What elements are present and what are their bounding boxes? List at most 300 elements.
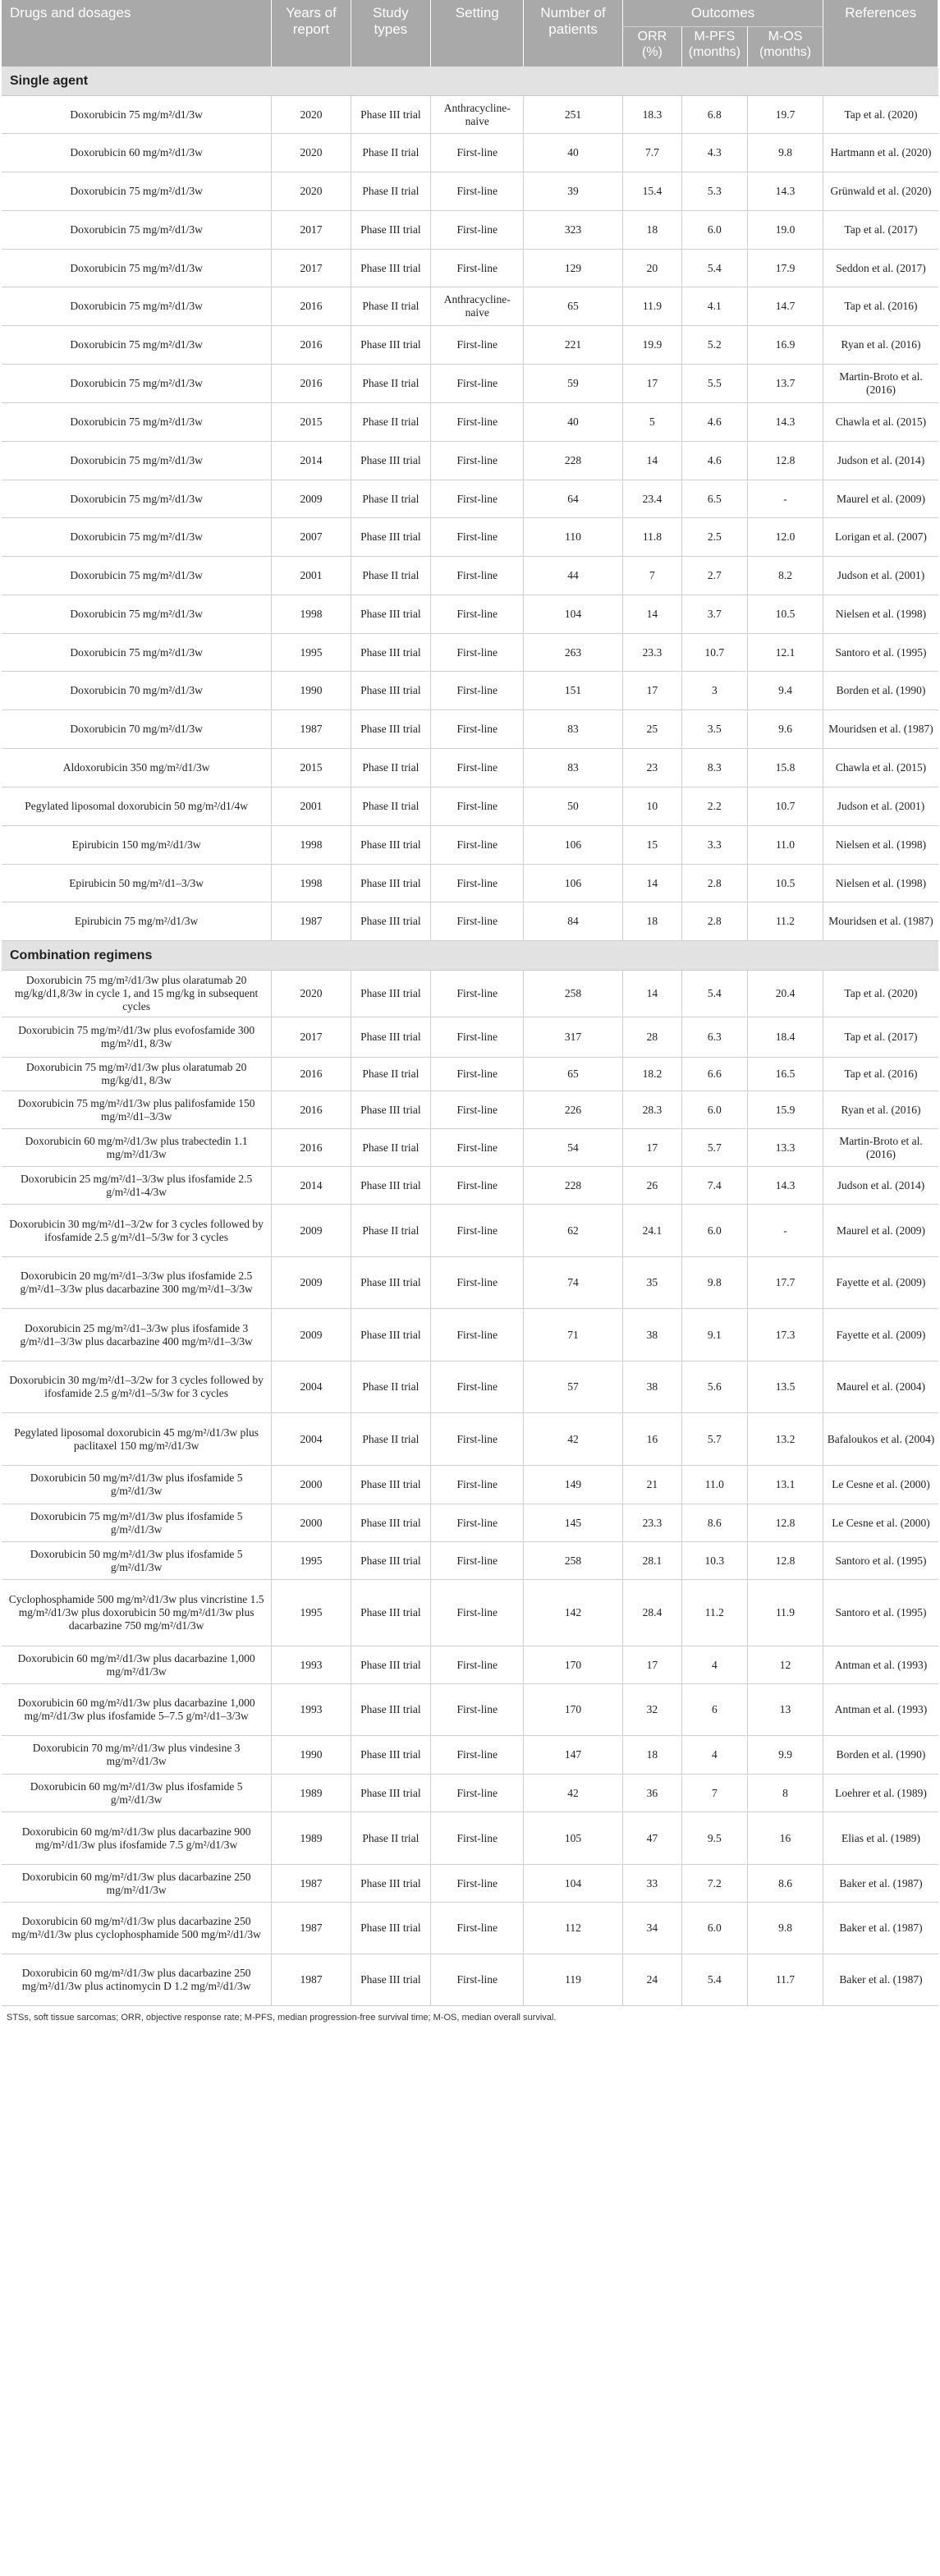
table-row	[2, 1580, 938, 1646]
patients-cell: 50	[524, 787, 622, 826]
study-type-cell: Phase II trial	[351, 1205, 430, 1257]
reference-cell: Grünwald et al. (2020)	[823, 172, 938, 211]
mos-cell: 13.3	[747, 1129, 823, 1167]
orr-cell: 5	[622, 403, 682, 442]
reference-cell: Martin-Broto et al. (2016)	[823, 365, 938, 403]
mos-cell: 17.3	[747, 1309, 823, 1361]
setting-cell: First-line	[431, 557, 524, 595]
mpfs-cell: 10.3	[682, 1542, 747, 1580]
mpfs-cell: 6.6	[682, 1058, 747, 1091]
reference-cell: Antman et al. (1993)	[823, 1684, 938, 1736]
study-type-cell: Phase III trial	[351, 250, 430, 287]
orr-cell: 7	[622, 557, 682, 595]
orr-cell: 33	[622, 1865, 682, 1903]
patients-cell: 57	[524, 1361, 622, 1413]
mos-cell: 9.8	[747, 1903, 823, 1954]
table-row	[2, 971, 938, 1017]
drugs-dosage-cell: Doxorubicin 60 mg/m²/d1/3w plus trabectedin 1.1 mg/m²/d1/3w	[2, 1129, 272, 1167]
study-type-cell: Phase III trial	[351, 826, 430, 865]
section-title: Combination regimens	[2, 941, 938, 971]
setting-cell: First-line	[431, 211, 524, 250]
table-row	[2, 172, 938, 211]
patients-cell: 104	[524, 595, 622, 634]
orr-cell: 28.1	[622, 1542, 682, 1580]
patients-cell: 129	[524, 250, 622, 287]
mos-cell: 16.9	[747, 326, 823, 365]
mpfs-cell: 4.1	[682, 287, 747, 326]
reference-cell: Santoro et al. (1995)	[823, 1580, 938, 1646]
mpfs-cell: 2.2	[682, 787, 747, 826]
mos-cell: 9.6	[747, 710, 823, 749]
year-cell: 2020	[272, 96, 351, 134]
orr-cell: 23.3	[622, 1504, 682, 1542]
drugs-dosage-cell: Doxorubicin 70 mg/m²/d1/3w plus vindesine 3 mg/m²/d1/3w	[2, 1736, 272, 1775]
mpfs-cell: 6.0	[682, 1091, 747, 1129]
mpfs-cell: 7	[682, 1775, 747, 1812]
drugs-dosage-cell: Doxorubicin 75 mg/m²/d1/3w	[2, 480, 272, 518]
reference-cell: Tap et al. (2020)	[823, 971, 938, 1017]
drugs-dosage-cell: Doxorubicin 75 mg/m²/d1/3w	[2, 172, 272, 211]
patients-cell: 317	[524, 1017, 622, 1058]
mos-cell: 16	[747, 1812, 823, 1865]
drugs-dosage-cell: Epirubicin 150 mg/m²/d1/3w	[2, 826, 272, 865]
mpfs-cell: 5.6	[682, 1361, 747, 1413]
orr-cell: 18.3	[622, 96, 682, 134]
patients-cell: 110	[524, 518, 622, 557]
orr-cell: 28.3	[622, 1091, 682, 1129]
orr-cell: 20	[622, 250, 682, 287]
patients-cell: 64	[524, 480, 622, 518]
table-row	[2, 710, 938, 749]
orr-cell: 24.1	[622, 1205, 682, 1257]
mpfs-cell: 3.5	[682, 710, 747, 749]
patients-cell: 42	[524, 1413, 622, 1466]
mpfs-cell: 4.6	[682, 442, 747, 480]
year-cell: 2015	[272, 403, 351, 442]
reference-cell: Tap et al. (2016)	[823, 1058, 938, 1091]
study-type-cell: Phase III trial	[351, 1542, 430, 1580]
mos-cell: 12.0	[747, 518, 823, 557]
mos-cell: 9.9	[747, 1736, 823, 1775]
orr-cell: 11.8	[622, 518, 682, 557]
reference-cell: Fayette et al. (2009)	[823, 1309, 938, 1361]
mos-cell: 8	[747, 1775, 823, 1812]
study-type-cell: Phase II trial	[351, 1413, 430, 1466]
table-row	[2, 326, 938, 365]
table-row	[2, 211, 938, 250]
table-row	[2, 1091, 938, 1129]
table-footnote: STSs, soft tissue sarcomas; ORR, objective response rate; M-PFS, median progression-free survival time; M-OS, median overall survival.	[7, 2013, 557, 2023]
setting-cell: First-line	[431, 1684, 524, 1736]
mpfs-cell: 4.6	[682, 403, 747, 442]
setting-cell: First-line	[431, 442, 524, 480]
table-row	[2, 1684, 938, 1736]
table-header	[2, 0, 938, 67]
mos-cell: 9.8	[747, 134, 823, 172]
setting-cell: First-line	[431, 710, 524, 749]
drugs-dosage-cell: Doxorubicin 70 mg/m²/d1/3w	[2, 672, 272, 710]
study-type-cell: Phase III trial	[351, 1903, 430, 1954]
table-row	[2, 749, 938, 787]
study-type-cell: Phase III trial	[351, 96, 430, 134]
header-years: Years of report	[272, 0, 351, 67]
setting-cell: First-line	[431, 1466, 524, 1504]
reference-cell: Loehrer et al. (1989)	[823, 1775, 938, 1812]
table-body	[2, 67, 938, 2006]
drugs-dosage-cell: Doxorubicin 75 mg/m²/d1/3w	[2, 403, 272, 442]
patients-cell: 151	[524, 672, 622, 710]
orr-cell: 17	[622, 1129, 682, 1167]
patients-cell: 221	[524, 326, 622, 365]
section-title: Single agent	[2, 67, 938, 96]
year-cell: 2009	[272, 1257, 351, 1309]
study-type-cell: Phase II trial	[351, 787, 430, 826]
study-type-cell: Phase III trial	[351, 1684, 430, 1736]
mpfs-cell: 5.4	[682, 250, 747, 287]
patients-cell: 228	[524, 1167, 622, 1205]
reference-cell: Baker et al. (1987)	[823, 1903, 938, 1954]
study-type-cell: Phase II trial	[351, 1058, 430, 1091]
setting-cell: First-line	[431, 1954, 524, 2006]
setting-cell: First-line	[431, 865, 524, 902]
mpfs-cell: 5.3	[682, 172, 747, 211]
mpfs-cell: 7.2	[682, 1865, 747, 1903]
mpfs-cell: 10.7	[682, 634, 747, 672]
reference-cell: Maurel et al. (2009)	[823, 480, 938, 518]
table-row	[2, 826, 938, 865]
mpfs-cell: 2.8	[682, 902, 747, 941]
drugs-dosage-cell: Epirubicin 75 mg/m²/d1/3w	[2, 902, 272, 941]
mpfs-cell: 9.1	[682, 1309, 747, 1361]
mos-cell: 13.1	[747, 1466, 823, 1504]
table-row	[2, 480, 938, 518]
setting-cell: First-line	[431, 326, 524, 365]
orr-cell: 18.2	[622, 1058, 682, 1091]
drugs-dosage-cell: Doxorubicin 75 mg/m²/d1/3w	[2, 518, 272, 557]
drugs-dosage-cell: Cyclophosphamide 500 mg/m²/d1/3w plus vincristine 1.5 mg/m²/d1/3w plus doxorubicin 50 mg/m²/d1/3w plus dacarbazine 750 mg/m²/d1/3w	[2, 1580, 272, 1646]
mpfs-cell: 3.3	[682, 826, 747, 865]
patients-cell: 112	[524, 1903, 622, 1954]
table-row	[2, 1205, 938, 1257]
setting-cell: First-line	[431, 403, 524, 442]
patients-cell: 59	[524, 365, 622, 403]
year-cell: 2017	[272, 211, 351, 250]
patients-cell: 119	[524, 1954, 622, 2006]
patients-cell: 147	[524, 1736, 622, 1775]
header-references: References	[823, 0, 938, 67]
study-type-cell: Phase III trial	[351, 634, 430, 672]
mpfs-cell: 6.8	[682, 96, 747, 134]
reference-cell: Lorigan et al. (2007)	[823, 518, 938, 557]
year-cell: 1993	[272, 1646, 351, 1684]
table-row	[2, 634, 938, 672]
year-cell: 1993	[272, 1684, 351, 1736]
patients-cell: 39	[524, 172, 622, 211]
setting-cell: First-line	[431, 1257, 524, 1309]
year-cell: 1995	[272, 1580, 351, 1646]
year-cell: 2009	[272, 1309, 351, 1361]
mpfs-cell: 8.6	[682, 1504, 747, 1542]
reference-cell: Tap et al. (2017)	[823, 1017, 938, 1058]
reference-cell: Chawla et al. (2015)	[823, 403, 938, 442]
orr-cell: 10	[622, 787, 682, 826]
orr-cell: 18	[622, 902, 682, 941]
setting-cell: First-line	[431, 480, 524, 518]
table-row	[2, 365, 938, 403]
header-study-types: Study types	[351, 0, 430, 67]
table-row	[2, 1466, 938, 1504]
drugs-dosage-cell: Doxorubicin 75 mg/m²/d1/3w	[2, 442, 272, 480]
study-type-cell: Phase III trial	[351, 1309, 430, 1361]
study-type-cell: Phase III trial	[351, 211, 430, 250]
year-cell: 2001	[272, 787, 351, 826]
table-row	[2, 518, 938, 557]
mpfs-cell: 3.7	[682, 595, 747, 634]
orr-cell: 38	[622, 1309, 682, 1361]
mpfs-cell: 5.7	[682, 1129, 747, 1167]
mpfs-cell: 2.7	[682, 557, 747, 595]
reference-cell: Fayette et al. (2009)	[823, 1257, 938, 1309]
table-row	[2, 787, 938, 826]
section-header	[2, 941, 938, 971]
mos-cell: 13.7	[747, 365, 823, 403]
drugs-dosage-cell: Doxorubicin 75 mg/m²/d1/3w	[2, 211, 272, 250]
study-type-cell: Phase II trial	[351, 134, 430, 172]
setting-cell: First-line	[431, 1129, 524, 1167]
reference-cell: Ryan et al. (2016)	[823, 326, 938, 365]
study-type-cell: Phase III trial	[351, 1736, 430, 1775]
setting-cell: First-line	[431, 1017, 524, 1058]
reference-cell: Borden et al. (1990)	[823, 1736, 938, 1775]
table-row	[2, 1646, 938, 1684]
year-cell: 2009	[272, 480, 351, 518]
patients-cell: 71	[524, 1309, 622, 1361]
orr-cell: 14	[622, 865, 682, 902]
study-type-cell: Phase III trial	[351, 1954, 430, 2006]
patients-cell: 106	[524, 865, 622, 902]
drugs-dosage-cell: Pegylated liposomal doxorubicin 50 mg/m²/d1/4w	[2, 787, 272, 826]
setting-cell: First-line	[431, 1413, 524, 1466]
orr-cell: 14	[622, 971, 682, 1017]
mos-cell: 20.4	[747, 971, 823, 1017]
mpfs-cell: 6.0	[682, 1903, 747, 1954]
mpfs-cell: 6.5	[682, 480, 747, 518]
drugs-dosage-cell: Doxorubicin 60 mg/m²/d1/3w	[2, 134, 272, 172]
table-row	[2, 1413, 938, 1466]
year-cell: 1987	[272, 902, 351, 941]
reference-cell: Nielsen et al. (1998)	[823, 826, 938, 865]
orr-cell: 24	[622, 1954, 682, 2006]
mpfs-cell: 3	[682, 672, 747, 710]
year-cell: 2020	[272, 172, 351, 211]
patients-cell: 145	[524, 1504, 622, 1542]
mos-cell: 12.1	[747, 634, 823, 672]
drugs-dosage-cell: Doxorubicin 75 mg/m²/d1/3w plus olaratumab 20 mg/kg/d1, 8/3w	[2, 1058, 272, 1091]
setting-cell: First-line	[431, 787, 524, 826]
patients-cell: 62	[524, 1205, 622, 1257]
study-type-cell: Phase III trial	[351, 1466, 430, 1504]
mos-cell: 19.0	[747, 211, 823, 250]
setting-cell: First-line	[431, 1646, 524, 1684]
header-mos: M-OS (months)	[747, 27, 823, 67]
reference-cell: Judson et al. (2014)	[823, 442, 938, 480]
patients-cell: 170	[524, 1684, 622, 1736]
mos-cell: 11.2	[747, 902, 823, 941]
setting-cell: First-line	[431, 1542, 524, 1580]
mos-cell: 17.7	[747, 1257, 823, 1309]
patients-cell: 40	[524, 134, 622, 172]
mos-cell: 13.2	[747, 1413, 823, 1466]
setting-cell: First-line	[431, 1865, 524, 1903]
year-cell: 2009	[272, 1205, 351, 1257]
reference-cell: Nielsen et al. (1998)	[823, 865, 938, 902]
patients-cell: 228	[524, 442, 622, 480]
orr-cell: 47	[622, 1812, 682, 1865]
study-type-cell: Phase II trial	[351, 749, 430, 787]
table-row	[2, 1504, 938, 1542]
table-row	[2, 865, 938, 902]
reference-cell: Ryan et al. (2016)	[823, 1091, 938, 1129]
mos-cell: 14.3	[747, 403, 823, 442]
setting-cell: First-line	[431, 902, 524, 941]
study-type-cell: Phase II trial	[351, 557, 430, 595]
orr-cell: 23.4	[622, 480, 682, 518]
mos-cell: 13	[747, 1684, 823, 1736]
setting-cell: First-line	[431, 1504, 524, 1542]
study-type-cell: Phase III trial	[351, 1504, 430, 1542]
drugs-dosage-cell: Doxorubicin 75 mg/m²/d1/3w plus olaratumab 20 mg/kg/d1,8/3w in cycle 1, and 15 mg/kg in subsequent cycles	[2, 971, 272, 1017]
drugs-dosage-cell: Doxorubicin 75 mg/m²/d1/3w	[2, 634, 272, 672]
drugs-dosage-cell: Doxorubicin 75 mg/m²/d1/3w	[2, 96, 272, 134]
year-cell: 2001	[272, 557, 351, 595]
mpfs-cell: 6.0	[682, 211, 747, 250]
setting-cell: First-line	[431, 1736, 524, 1775]
reference-cell: Judson et al. (2001)	[823, 557, 938, 595]
study-type-cell: Phase III trial	[351, 1646, 430, 1684]
study-type-cell: Phase III trial	[351, 595, 430, 634]
mpfs-cell: 9.8	[682, 1257, 747, 1309]
year-cell: 1989	[272, 1812, 351, 1865]
orr-cell: 14	[622, 442, 682, 480]
study-type-cell: Phase II trial	[351, 480, 430, 518]
orr-cell: 19.9	[622, 326, 682, 365]
mos-cell: 18.4	[747, 1017, 823, 1058]
orr-cell: 23	[622, 749, 682, 787]
year-cell: 2020	[272, 134, 351, 172]
reference-cell: Nielsen et al. (1998)	[823, 595, 938, 634]
year-cell: 1990	[272, 672, 351, 710]
reference-cell: Borden et al. (1990)	[823, 672, 938, 710]
mpfs-cell: 11.0	[682, 1466, 747, 1504]
setting-cell: First-line	[431, 1775, 524, 1812]
section-header	[2, 67, 938, 96]
study-type-cell: Phase III trial	[351, 1257, 430, 1309]
drugs-dosage-cell: Doxorubicin 60 mg/m²/d1/3w plus dacarbazine 250 mg/m²/d1/3w	[2, 1865, 272, 1903]
mpfs-cell: 11.2	[682, 1580, 747, 1646]
setting-cell: First-line	[431, 1167, 524, 1205]
mpfs-cell: 2.8	[682, 865, 747, 902]
setting-cell: First-line	[431, 595, 524, 634]
drug-outcomes-table	[2, 0, 938, 2006]
mos-cell: 14.3	[747, 172, 823, 211]
reference-cell: Hartmann et al. (2020)	[823, 134, 938, 172]
patients-cell: 170	[524, 1646, 622, 1684]
table-row	[2, 1017, 938, 1058]
drugs-dosage-cell: Doxorubicin 60 mg/m²/d1/3w plus dacarbazine 900 mg/m²/d1/3w plus ifosfamide 7.5 g/m²/d1/3w	[2, 1812, 272, 1865]
patients-cell: 54	[524, 1129, 622, 1167]
year-cell: 1998	[272, 826, 351, 865]
orr-cell: 17	[622, 365, 682, 403]
mos-cell: 11.0	[747, 826, 823, 865]
mos-cell: 9.4	[747, 672, 823, 710]
reference-cell: Bafaloukos et al. (2004)	[823, 1413, 938, 1466]
mpfs-cell: 5.4	[682, 971, 747, 1017]
table-row	[2, 1812, 938, 1865]
drugs-dosage-cell: Doxorubicin 70 mg/m²/d1/3w	[2, 710, 272, 749]
study-type-cell: Phase III trial	[351, 1775, 430, 1812]
reference-cell: Tap et al. (2020)	[823, 96, 938, 134]
mos-cell: 8.6	[747, 1865, 823, 1903]
patients-cell: 226	[524, 1091, 622, 1129]
mos-cell: 12	[747, 1646, 823, 1684]
study-type-cell: Phase III trial	[351, 442, 430, 480]
mos-cell: 14.7	[747, 287, 823, 326]
mos-cell: 10.5	[747, 595, 823, 634]
drugs-dosage-cell: Doxorubicin 75 mg/m²/d1/3w	[2, 557, 272, 595]
setting-cell: Anthracycline-naive	[431, 287, 524, 326]
setting-cell: First-line	[431, 250, 524, 287]
drugs-dosage-cell: Aldoxorubicin 350 mg/m²/d1/3w	[2, 749, 272, 787]
setting-cell: First-line	[431, 672, 524, 710]
drugs-dosage-cell: Doxorubicin 75 mg/m²/d1/3w plus palifosfamide 150 mg/m²/d1–3/3w	[2, 1091, 272, 1129]
drugs-dosage-cell: Epirubicin 50 mg/m²/d1–3/3w	[2, 865, 272, 902]
mos-cell: 15.9	[747, 1091, 823, 1129]
setting-cell: First-line	[431, 1205, 524, 1257]
year-cell: 2016	[272, 365, 351, 403]
year-cell: 2017	[272, 250, 351, 287]
study-type-cell: Phase III trial	[351, 1580, 430, 1646]
patients-cell: 83	[524, 710, 622, 749]
study-type-cell: Phase II trial	[351, 1129, 430, 1167]
patients-cell: 323	[524, 211, 622, 250]
year-cell: 2014	[272, 442, 351, 480]
mpfs-cell: 5.4	[682, 1954, 747, 2006]
mos-cell: 13.5	[747, 1361, 823, 1413]
mos-cell: 16.5	[747, 1058, 823, 1091]
patients-cell: 149	[524, 1466, 622, 1504]
orr-cell: 17	[622, 672, 682, 710]
table-row	[2, 1257, 938, 1309]
reference-cell: Antman et al. (1993)	[823, 1646, 938, 1684]
orr-cell: 16	[622, 1413, 682, 1466]
setting-cell: First-line	[431, 1091, 524, 1129]
year-cell: 2004	[272, 1413, 351, 1466]
table-row	[2, 1058, 938, 1091]
reference-cell: Santoro et al. (1995)	[823, 1542, 938, 1580]
setting-cell: First-line	[431, 749, 524, 787]
reference-cell: Le Cesne et al. (2000)	[823, 1504, 938, 1542]
study-type-cell: Phase II trial	[351, 1361, 430, 1413]
year-cell: 2020	[272, 971, 351, 1017]
year-cell: 1987	[272, 1903, 351, 1954]
year-cell: 2007	[272, 518, 351, 557]
reference-cell: Le Cesne et al. (2000)	[823, 1466, 938, 1504]
study-type-cell: Phase III trial	[351, 1167, 430, 1205]
year-cell: 2000	[272, 1504, 351, 1542]
table-row	[2, 287, 938, 326]
drugs-dosage-cell: Doxorubicin 60 mg/m²/d1/3w plus dacarbazine 250 mg/m²/d1/3w plus cyclophosphamide 500 mg/m²/d1/3w	[2, 1903, 272, 1954]
patients-cell: 65	[524, 1058, 622, 1091]
